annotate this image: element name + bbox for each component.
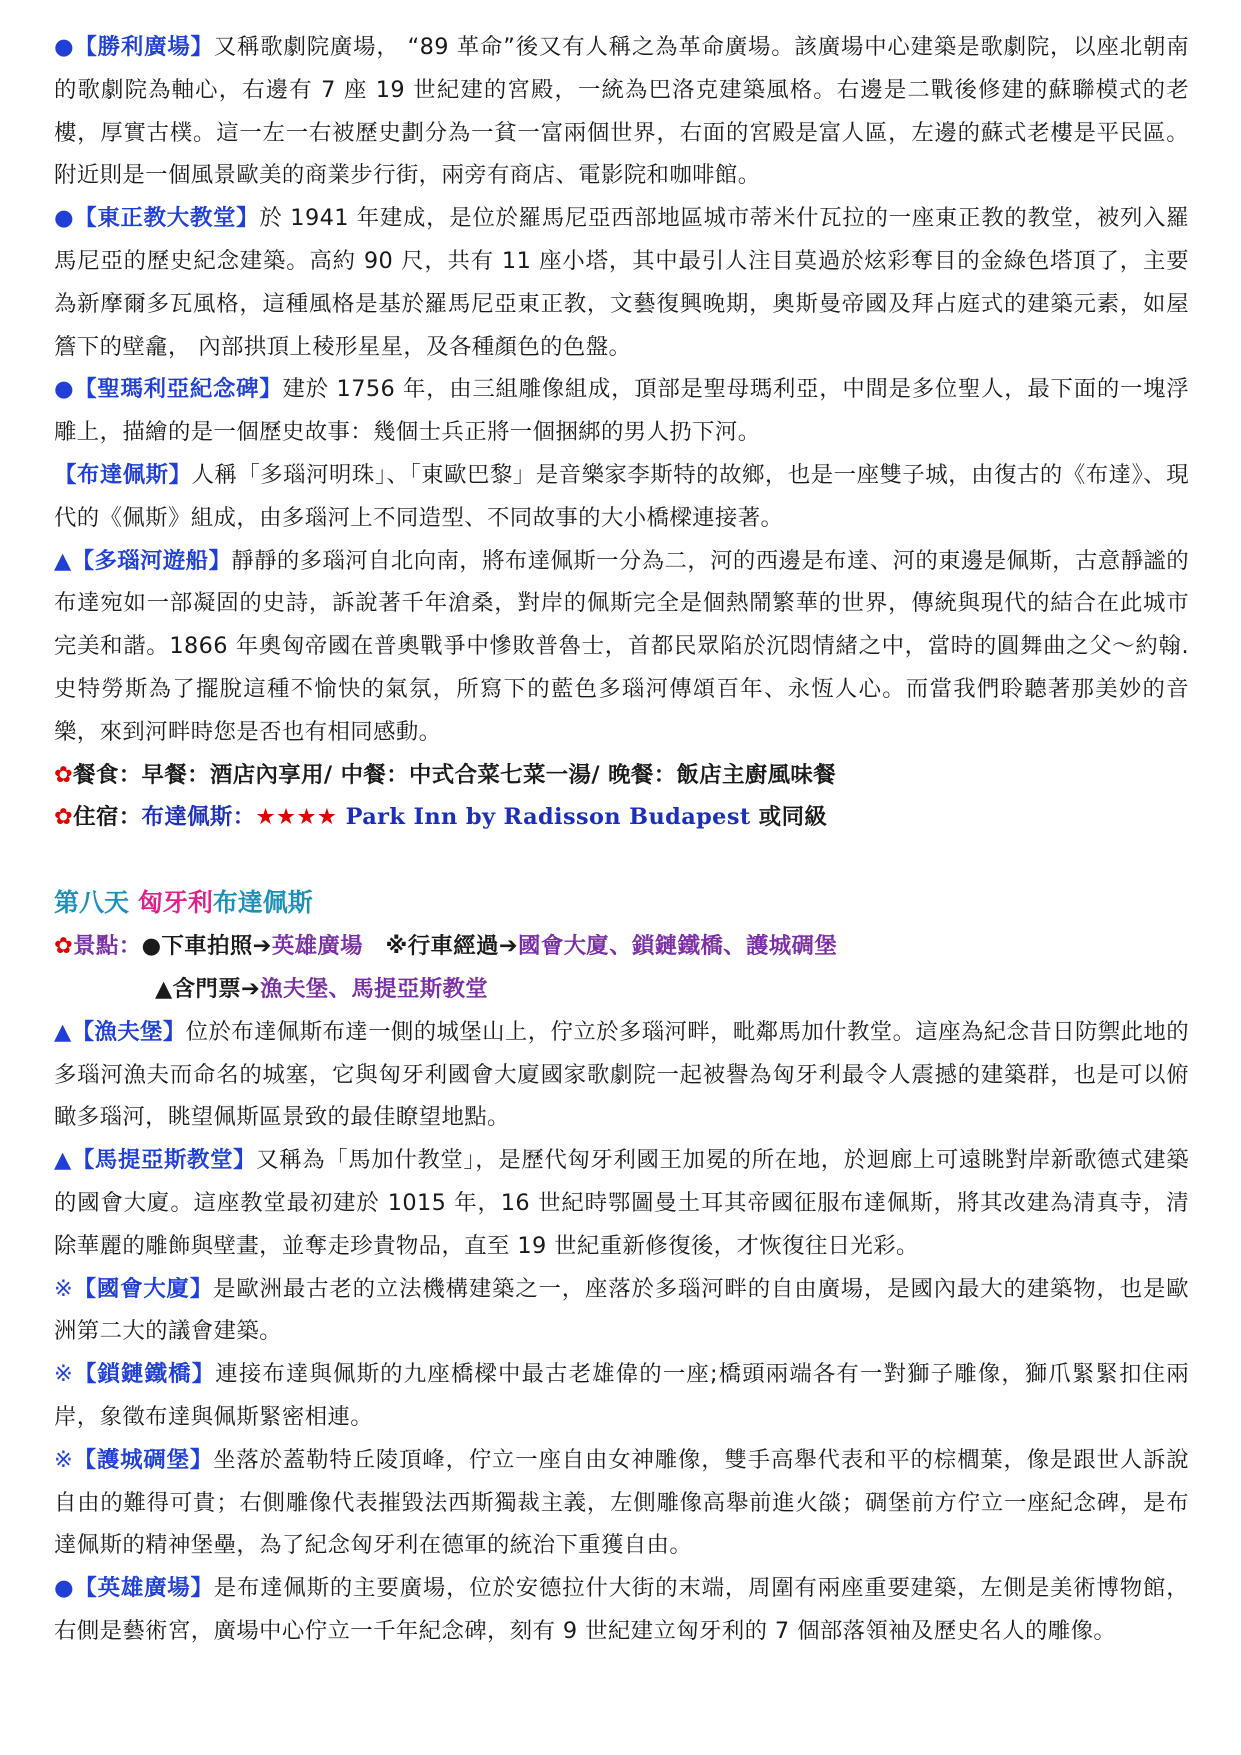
drive-places: 國會大廈、鎖鏈鐵橋、護城碉堡 [518,933,838,960]
circle-bullet-icon: ● [54,34,75,60]
meals-text: 餐食：早餐：酒店內享用/ 中餐：中式合菜七菜一湯/ 晚餐：飯店主廚風味餐 [73,761,837,788]
hotel-line [54,796,1189,839]
day-heading [54,881,1189,925]
drive-prefix: ※行車經過➔ [385,933,519,960]
section-mary-monument [54,368,1189,454]
section-text: 坐落於蓋勒特丘陵頂峰，佇立一座自由女神雕像，雙手高舉代表和平的棕櫚葉，像是跟世人訴說自由的難得可貴；右側雕像代表摧毀法西斯獨裁主義，左側雕像高舉前進火燄；碉堡前方佇立一座紀念碑，是布達佩斯的精神堡壘，為了紀念匈牙利在德軍的統治下重獲自由。 [54,1446,1189,1559]
section-matthias-church [54,1139,1189,1267]
section-danube-cruise [54,540,1189,754]
section-title: 【東正教大教堂】 [74,205,260,232]
star-rating: ★★★★ [255,804,338,831]
sights-line [54,925,1189,968]
sights-label: 景點： [73,933,142,960]
photo-place: 英雄廣場 [271,933,363,960]
section-text: 人稱「多瑙河明珠」、「東歐巴黎」是音樂家李斯特的故鄉，也是一座雙子城，由復古的《布達》、現代的《佩斯》組成，由多瑙河上不同造型、不同故事的大小橋樑連接著。 [54,461,1189,531]
section-title: 【國會大廈】 [73,1275,214,1302]
section-heroes-square [54,1567,1189,1653]
ticket-prefix: ▲含門票➔ [155,975,261,1002]
hotel-suffix: 或同級 [758,804,828,831]
section-title: 【勝利廣場】 [74,34,214,60]
section-title: 【聖瑪利亞紀念碑】 [74,376,283,403]
section-title: 【多瑙河遊船】 [71,547,232,574]
section-parliament [54,1268,1189,1354]
section-text: 靜靜的多瑙河自北向南，將布達佩斯一分為二，河的西邊是布達、河的東邊是佩斯，古意靜謐的布達宛如一部凝固的史詩，訴說著千年滄桑，對岸的佩斯完全是個熱鬧繁華的世界，傳統與現代的結合在此城市完美和諧。1866 年奧匈帝國在普奧戰爭中慘敗普魯士，首都民眾陷於沉悶情緒之中，當時的圓舞曲之父～約翰.史特勞斯為了擺脫這種不愉快的氣氛，所寫下的藍色多瑙河傳頌百年、永恆人心。而當我們聆聽著那美妙的音樂，來到河畔時您是否也有相同感動。 [54,547,1189,745]
circle-bullet-icon: ● [54,1575,75,1602]
section-text: 連接布達與佩斯的九座橋樑中最古老雄偉的一座;橋頭兩端各有一對獅子雕像，獅爪緊緊扣住兩岸，象徵布達與佩斯緊密相連。 [54,1361,1190,1430]
section-text: 是布達佩斯的主要廣場，位於安德拉什大街的末端，周圍有兩座重要建築，左側是美術博物館，右側是藝術宮，廣場中心佇立一千年紀念碑，刻有 9 世紀建立匈牙利的 7 個部落領袖及歷史名人的雕像。 [54,1575,1190,1644]
section-citadel [54,1439,1189,1567]
tickets-line [54,968,1189,1011]
section-text: 是歐洲最古老的立法機構建築之一，座落於多瑙河畔的自由廣場，是國內最大的建築物，也是歐洲第二大的議會建築。 [54,1275,1189,1345]
meals-line [54,754,1189,797]
day-label: 第八天 [54,888,130,918]
reference-mark-icon: ※ [54,1446,74,1473]
section-title: 【英雄廣場】 [74,1575,214,1602]
triangle-bullet-icon: ▲ [54,547,72,574]
section-text: 又稱歌劇院廣場， “89 革命”後又有人稱之為革命廣場。該廣場中心建築是歌劇院，以座北朝南的歌劇院為軸心，右邊有 7 座 19 世紀建的宮殿，一統為巴洛克建築風格。右邊是二戰後修建的蘇聯模式的老樓，厚實古樸。這一左一右被歷史劃分為一貧一富兩個世界，右面的宮殿是富人區，左邊的蘇式老樓是平民區。附近則是一個風景歐美的商業步行街，兩旁有商店、電影院和咖啡館。 [54,34,1189,189]
day-country: 匈牙利 [137,888,213,918]
flower-icon: ✿ [54,761,74,788]
ticket-places: 漁夫堡、馬提亞斯教堂 [260,975,489,1002]
flower-icon: ✿ [54,804,74,831]
section-fisherman-bastion [54,1011,1189,1139]
section-title: 【漁夫堡】 [71,1018,186,1045]
section-title: 【護城碉堡】 [73,1446,214,1473]
hotel-label: 住宿： [73,804,142,831]
hotel-name: Park Inn by Radisson Budapest [345,804,751,831]
flower-icon: ✿ [54,933,74,960]
photo-prefix: ●下車拍照➔ [141,933,272,960]
section-title: 【馬提亞斯教堂】 [71,1147,257,1174]
section-text: 又稱為「馬加什教堂」，是歷代匈牙利國王加冕的所在地，於迴廊上可遠眺對岸新歌德式建築的國會大廈。這座教堂最初建於 1015 年，16 世紀時鄂圖曼土耳其帝國征服布達佩斯，將其改建為清真寺，清除華麗的雕飾與壁畫，並奪走珍貴物品，直至 19 世紀重新修復後，才恢復往日光彩。 [54,1147,1190,1259]
circle-bullet-icon: ● [54,205,75,232]
triangle-bullet-icon: ▲ [54,1018,72,1045]
section-title: 【鎖鏈鐵橋】 [73,1361,216,1388]
triangle-bullet-icon: ▲ [54,1147,72,1174]
circle-bullet-icon: ● [54,376,75,403]
section-text: 位於布達佩斯布達一側的城堡山上，佇立於多瑙河畔，毗鄰馬加什教堂。這座為紀念昔日防禦此地的多瑙河漁夫而命名的城塞，它與匈牙利國會大廈國家歌劇院一起被譽為匈牙利最令人震撼的建築群，也是可以俯瞰多瑙河，眺望佩斯區景致的最佳瞭望地點。 [54,1018,1190,1131]
section-text: 建於 1756 年，由三組雕像組成，頂部是聖母瑪利亞，中間是多位聖人，最下面的一塊浮雕上，描繪的是一個歷史故事：幾個士兵正將一個捆綁的男人扔下河。 [54,376,1189,446]
section-title: 【布達佩斯】 [54,461,192,488]
day-city: 布達佩斯 [212,888,313,918]
section-orthodox-cathedral [54,197,1189,368]
section-text: 於 1941 年建成，是位於羅馬尼亞西部地區城市蒂米什瓦拉的一座東正教的教堂，被列入羅馬尼亞的歷史紀念建築。高約 90 尺，共有 11 座小塔，其中最引人注目莫過於炫彩奪目的金綠色塔頂了，主要為新摩爾多瓦風格，這種風格是基於羅馬尼亞東正教，文藝復興晚期，奧斯曼帝國及拜占庭式的建築元素，如屋簷下的壁龕， 內部拱頂上稜形星星，及各種顏色的色盤。 [54,205,1190,360]
spacer [54,839,1189,881]
hotel-city: 布達佩斯： [141,804,256,831]
reference-mark-icon: ※ [54,1361,74,1388]
reference-mark-icon: ※ [54,1275,74,1302]
section-victory-square [54,26,1189,197]
section-chain-bridge [54,1353,1189,1439]
section-budapest [54,454,1189,540]
